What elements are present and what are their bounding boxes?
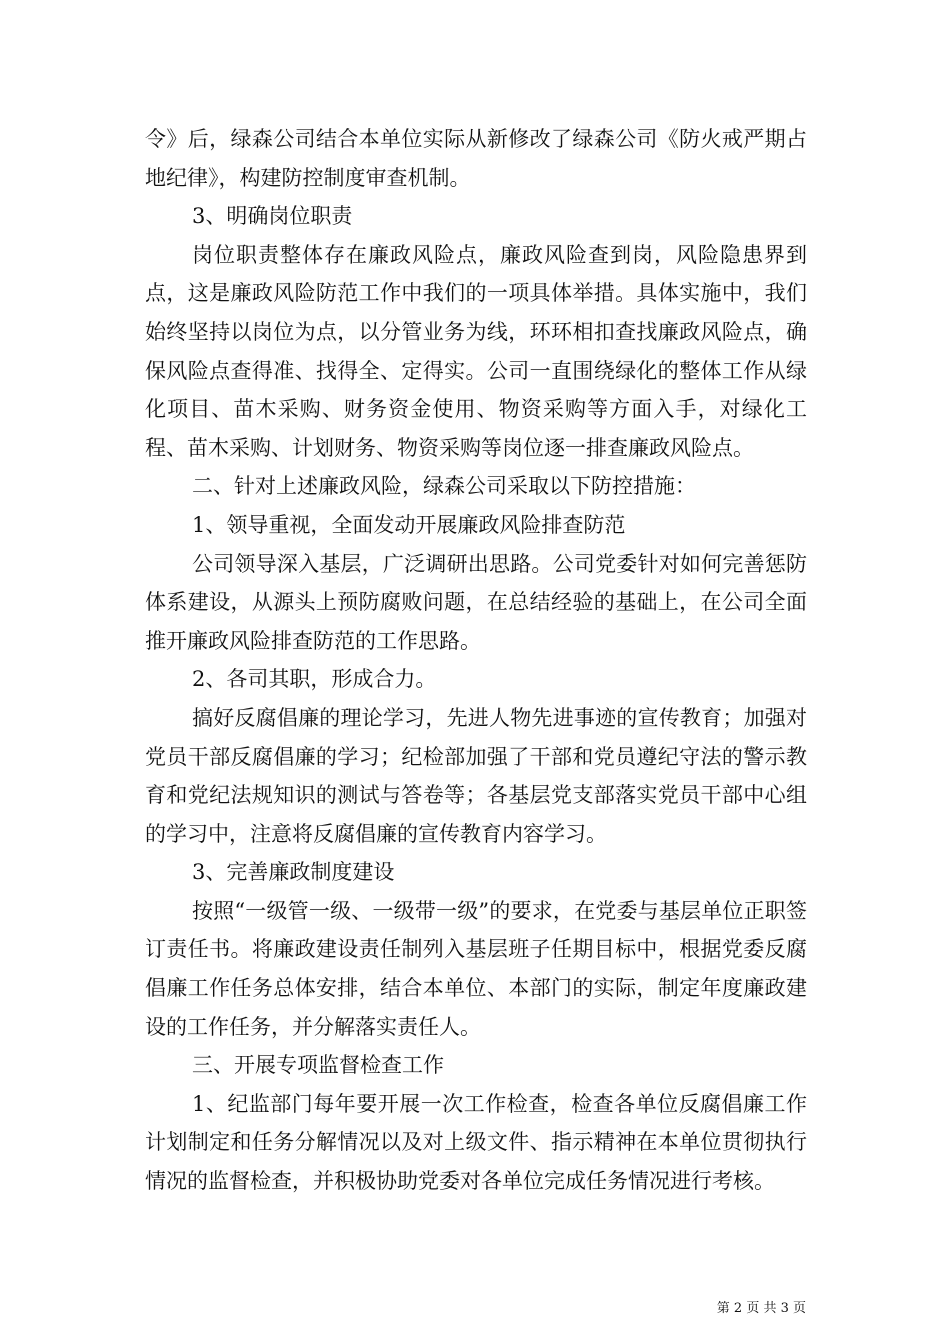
paragraph-3: 岗位职责整体存在廉政风险点，廉政风险查到岗，风险隐患界到点，这是廉政风险防范工作中我们的一项具体举措。具体实施中，我们始终坚持以岗位为点，以分管业务为线，环环相扣查找廉政风险点，确保风险点查得准、找得全、定得实。公司一直围绕绿化的整体工作从绿化项目、苗木采购、财务资金使用、物资采购等方面入手，对绿化工程、苗木采购、计划财务、物资采购等岗位逐一排查廉政风险点。: [145, 242, 807, 460]
paragraph-4: 二、针对上述廉政风险，绿森公司采取以下防控措施：: [192, 474, 696, 499]
page-number: 第 2 页 共 3 页: [716, 1301, 806, 1316]
paragraph-7: 2、各司其职，形成合力。: [192, 667, 437, 692]
paragraph-12: 1、纪监部门每年要开展一次工作检查，检查各单位反腐倡廉工作计划制定和任务分解情况以及对上级文件、指示精神在本单位贯彻执行情况的监督检查，并积极协助党委对各单位完成任务情况进行考核。: [145, 1091, 807, 1194]
paragraph-5: 1、领导重视，全面发动开展廉政风险排查防范: [192, 512, 626, 537]
paragraph-11: 三、开展专项监督检查工作: [192, 1053, 444, 1078]
paragraph-8: 搞好反腐倡廉的理论学习，先进人物先进事迹的宣传教育；加强对党员干部反腐倡廉的学习；纪检部加强了干部和党员遵纪守法的警示教育和党纪法规知识的测试与答卷等；各基层党支部落实党员干部中心组的学习中，注意将反腐倡廉的宣传教育内容学习。: [145, 705, 807, 846]
paragraph-2: 3、明确岗位职责: [192, 204, 353, 229]
paragraph-9: 3、完善廉政制度建设: [192, 860, 395, 885]
paragraph-10: 按照“一级管一级、一级带一级”的要求，在党委与基层单位正职签订责任书。将廉政建设责任制列入基层班子任期目标中，根据党委反腐倡廉工作任务总体安排，结合本单位、本部门的实际，制定年度廉政建设的工作任务，并分解落实责任人。: [145, 898, 807, 1039]
document-body: [145, 120, 807, 1201]
paragraph-1: 令》后，绿森公司结合本单位实际从新修改了绿森公司《防火戒严期占地纪律》，构建防控制度审查机制。: [145, 127, 807, 190]
paragraph-6: 公司领导深入基层，广泛调研出思路。公司党委针对如何完善惩防体系建设，从源头上预防腐败问题，在总结经验的基础上，在公司全面推开廉政风险排查防范的工作思路。: [145, 551, 807, 653]
